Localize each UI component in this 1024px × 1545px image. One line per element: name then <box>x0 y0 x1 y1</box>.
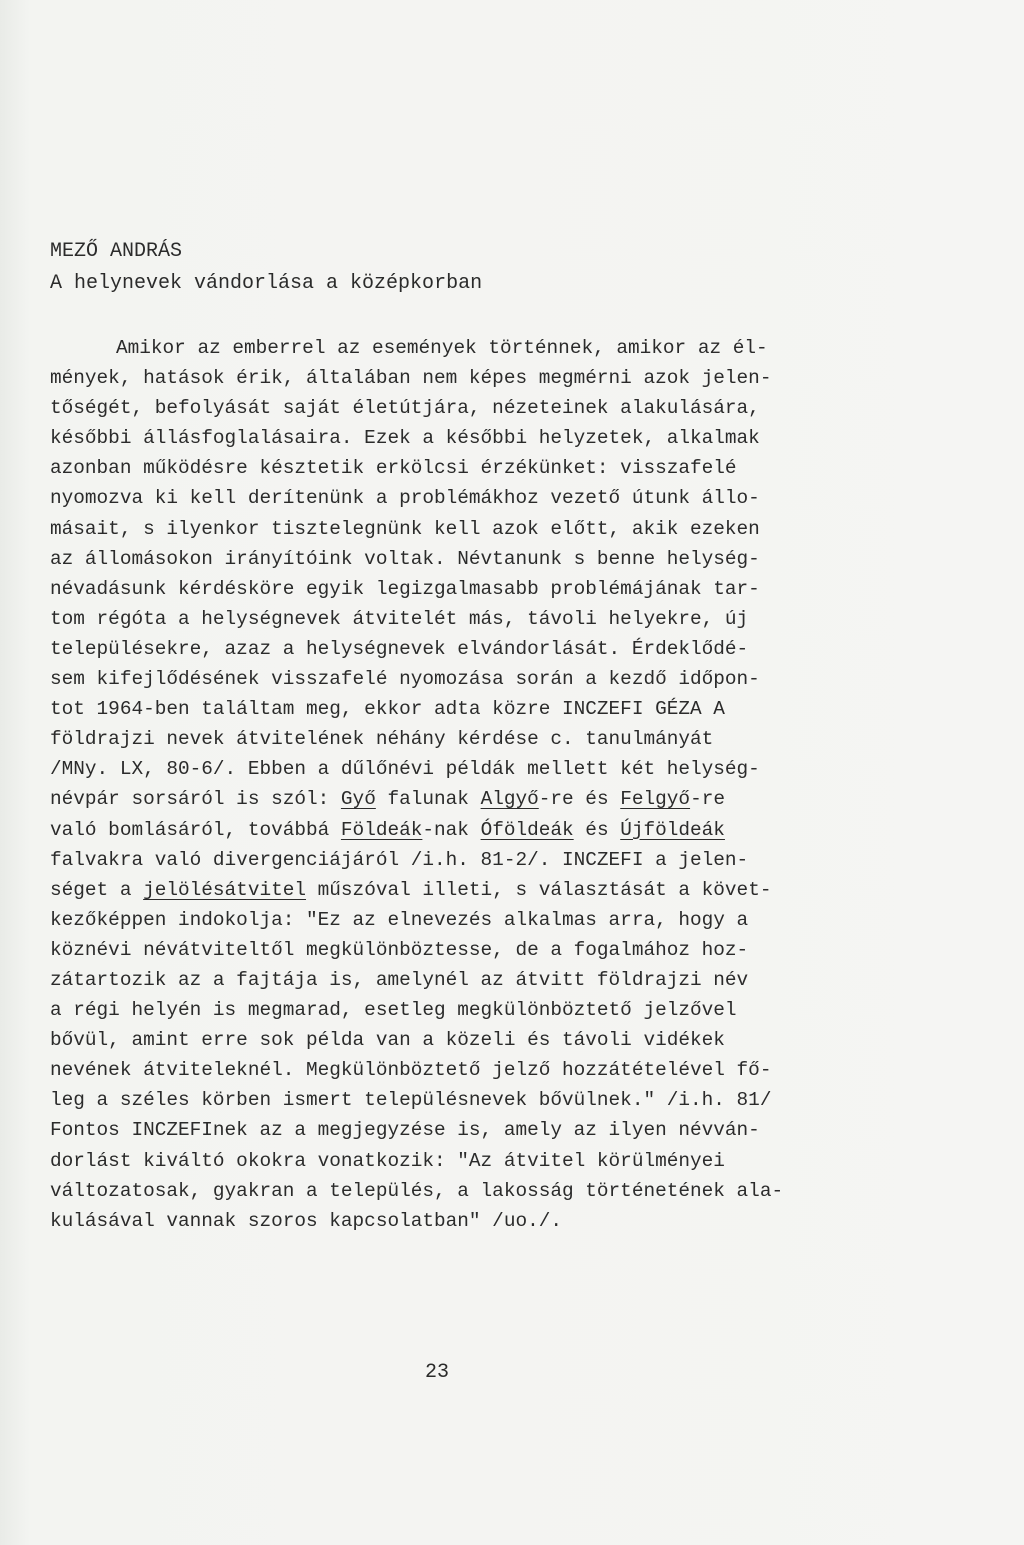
underlined-term-ujfoldeak: Újföldeák <box>620 818 725 841</box>
article-body <box>50 333 900 1236</box>
body-line: tot 1964-ben találtam meg, ekkor adta közre INCZEFI GÉZA A <box>50 698 725 721</box>
body-line: tőségét, befolyását saját életútjára, nézeteinek alakulására, <box>50 397 760 420</box>
body-line: földrajzi nevek átvitelének néhány kérdése c. tanulmányát <box>50 728 714 751</box>
body-line: másait, s ilyenkor tisztelegnünk kell azok előtt, akik ezeken <box>50 517 760 540</box>
body-line: kulásával vannak szoros kapcsolatban" /uo./. <box>50 1209 562 1232</box>
body-line: Fontos INCZEFInek az a megjegyzése is, amely az ilyen névván- <box>50 1119 760 1142</box>
body-line: mények, hatások érik, általában nem képes megmérni azok jelen- <box>50 367 772 390</box>
body-line: köznévi névátviteltől megkülönböztesse, de a fogalmához hoz- <box>50 938 749 961</box>
body-line: változatosak, gyakran a település, a lakosság történetének ala- <box>50 1179 784 1202</box>
page-number: 23 <box>425 1361 450 1384</box>
underlined-term-gyo: Győ <box>340 788 376 811</box>
body-line: településekre, azaz a helységnevek elvándorlását. Érdeklődé- <box>50 637 749 660</box>
underlined-term-felgyo: Felgyő <box>620 788 691 811</box>
body-line: az állomásokon irányítóink voltak. Névtanunk s benne helység- <box>50 547 760 570</box>
body-line: későbbi állásfoglalásaira. Ezek a későbbi helyzetek, alkalmak <box>50 427 760 450</box>
body-line: kezőképpen indokolja: "Ez az elnevezés alkalmas arra, hogy a <box>50 908 749 931</box>
body-line: Amikor az emberrel az események történnek, amikor az él- <box>116 337 768 359</box>
body-line: névadásunk kérdésköre egyik legizgalmasabb problémájának tar- <box>50 577 760 600</box>
body-line: leg a széles körben ismert településnevek bővülnek." /i.h. 81/ <box>50 1089 772 1112</box>
body-line: falvakra való divergenciájáról /i.h. 81-2/. INCZEFI a jelen- <box>50 848 749 871</box>
body-line: azonban működésre késztetik erkölcsi érzékünket: visszafelé <box>50 457 737 480</box>
underlined-term-jelolesatvitel: jelölésátvitel <box>143 878 307 901</box>
body-line: dorlást kiváltó okokra vonatkozik: "Az átvitel körülményei <box>50 1149 725 1172</box>
body-line-with-underlines: séget a jelölésátvitel műszóval illeti, s választását a követ- <box>50 878 772 901</box>
body-line: a régi helyén is megmarad, esetleg megkülönböztető jelzővel <box>50 999 737 1022</box>
underlined-term-foldeak: Földeák <box>340 818 423 841</box>
body-line: nyomozva ki kell derítenünk a problémákhoz vezető útunk állo- <box>50 487 760 510</box>
body-line: zátartozik az a fajtája is, amelynél az átvitt földrajzi név <box>50 968 749 991</box>
article-title: A helynevek vándorlása a középkorban <box>50 272 483 295</box>
author-name: MEZŐ ANDRÁS <box>50 240 183 263</box>
body-line: sem kifejlődésének visszafelé nyomozása során a kezdő időpon- <box>50 668 760 691</box>
underlined-term-ofoldeak: Óföldeák <box>480 818 574 841</box>
body-line: nevének átviteleknél. Megkülönböztető jelző hozzátételével fő- <box>50 1059 772 1082</box>
body-line-with-underlines: névpár sorsáról is szól: Győ falunak Algyő-re és Felgyő-re <box>50 788 725 811</box>
body-line: tom régóta a helységnevek átvitelét más, távoli helyekre, új <box>50 607 749 630</box>
body-line: bővül, amint erre sok példa van a közeli és távoli vidékek <box>50 1029 725 1052</box>
underlined-term-algyo: Algyő <box>480 788 539 811</box>
body-line-with-underlines: való bomlásáról, továbbá Földeák-nak Óföldeák és Újföldeák <box>50 818 725 841</box>
body-line: /MNy. LX, 80-6/. Ebben a dűlőnévi példák mellett két helység- <box>50 758 760 781</box>
